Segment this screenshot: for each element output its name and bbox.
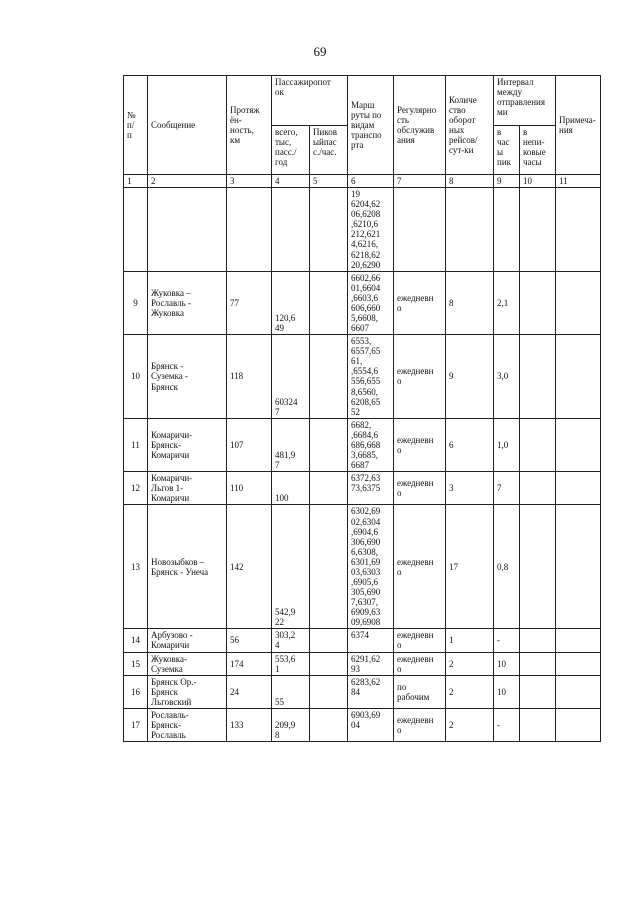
- flow-peak: [310, 472, 348, 505]
- column-number-row: [124, 175, 601, 188]
- table-row: [124, 505, 601, 629]
- regularity: ежедневн о: [394, 708, 446, 741]
- notes: [556, 188, 601, 272]
- flow-total: [272, 188, 310, 272]
- interval-offpeak: [520, 418, 556, 471]
- flow-total: 60324 7: [272, 335, 310, 419]
- flow-total: 303,2 4: [272, 629, 310, 652]
- route-name: Брянск Ор.- Брянск Льговский: [148, 675, 227, 708]
- table-row: [124, 335, 601, 419]
- route-name: Арбузово - Комаричи: [148, 629, 227, 652]
- flow-peak: [310, 188, 348, 272]
- notes: [556, 505, 601, 629]
- table-row: [124, 675, 601, 708]
- route-length: 110: [227, 472, 272, 505]
- row-number: 11: [124, 418, 148, 471]
- interval-offpeak: [520, 708, 556, 741]
- interval-offpeak: [520, 505, 556, 629]
- route-numbers: 6602,66 01,6604 ,6603,6 606,660 5,6608, 6607: [348, 271, 394, 334]
- route-length: 142: [227, 505, 272, 629]
- header-routes: Марш руты по видам транспо рта: [348, 76, 394, 175]
- page-number: 69: [313, 44, 327, 59]
- row-number: 15: [124, 652, 148, 675]
- interval-offpeak: [520, 675, 556, 708]
- interval-peak: [494, 188, 520, 272]
- row-number: 12: [124, 472, 148, 505]
- flow-total: 481,9 7: [272, 418, 310, 471]
- regularity: ежедневн о: [394, 629, 446, 652]
- route-numbers: 6283,62 84: [348, 675, 394, 708]
- interval-offpeak: [520, 472, 556, 505]
- table-body: [124, 188, 601, 742]
- interval-peak: 1,0: [494, 418, 520, 471]
- route-length: 118: [227, 335, 272, 419]
- flow-peak: [310, 652, 348, 675]
- flow-peak: [310, 675, 348, 708]
- header-flow-total: всего, тыс, пасс./ год: [272, 125, 310, 175]
- regularity: ежедневн о: [394, 652, 446, 675]
- column-number: 4: [272, 175, 310, 188]
- route-numbers: 6553, 6557,65 61, ,6554,6 556,655 8,6560, 6208,65 52: [348, 335, 394, 419]
- interval-offpeak: [520, 629, 556, 652]
- notes: [556, 652, 601, 675]
- table-row: [124, 472, 601, 505]
- header-notes: Примеча- ния: [556, 76, 601, 175]
- regularity: ежедневн о: [394, 271, 446, 334]
- regularity: по рабочим: [394, 675, 446, 708]
- row-number: 14: [124, 629, 148, 652]
- regularity: ежедневн о: [394, 418, 446, 471]
- notes: [556, 675, 601, 708]
- route-length: 56: [227, 629, 272, 652]
- interval-peak: 7: [494, 472, 520, 505]
- route-name: Брянск - Суземка - Брянск: [148, 335, 227, 419]
- regularity: ежедневн о: [394, 472, 446, 505]
- regularity: ежедневн о: [394, 335, 446, 419]
- interval-peak: 2,1: [494, 271, 520, 334]
- flow-peak: [310, 418, 348, 471]
- route-numbers: 6374: [348, 629, 394, 652]
- trips-count: 2: [446, 675, 494, 708]
- column-number: 6: [348, 175, 394, 188]
- interval-peak: 0,8: [494, 505, 520, 629]
- header-passenger-flow: Пассажиропот ок: [272, 76, 348, 126]
- route-name: Жуковка – Рославль - Жуковка: [148, 271, 227, 334]
- notes: [556, 708, 601, 741]
- row-number: 10: [124, 335, 148, 419]
- interval-peak: -: [494, 629, 520, 652]
- header-interval-offpeak: в непи- ковые часы: [520, 125, 556, 175]
- interval-peak: 10: [494, 675, 520, 708]
- route-name: Рославль- Брянск- Рославль: [148, 708, 227, 741]
- trips-count: 3: [446, 472, 494, 505]
- routes-table: [123, 75, 601, 742]
- flow-peak: [310, 629, 348, 652]
- route-length: 107: [227, 418, 272, 471]
- route-numbers: 6302,69 02,6304 ,6904,6 306,690 6,6308, 6301,69 03,6303 ,6905,6 305,690 7,6307, 6909,63 09,6908: [348, 505, 394, 629]
- trips-count: [446, 188, 494, 272]
- table-row: [124, 629, 601, 652]
- column-number: 8: [446, 175, 494, 188]
- column-number: 2: [148, 175, 227, 188]
- regularity: ежедневн о: [394, 505, 446, 629]
- table-row: [124, 708, 601, 741]
- flow-peak: [310, 708, 348, 741]
- flow-total: 209,9 8: [272, 708, 310, 741]
- flow-peak: [310, 271, 348, 334]
- flow-total: 553,6 1: [272, 652, 310, 675]
- table-row: [124, 188, 601, 272]
- row-number: 13: [124, 505, 148, 629]
- notes: [556, 271, 601, 334]
- route-name: Комаричи- Льгов 1- Комаричи: [148, 472, 227, 505]
- header-interval: Интервал между отправления ми: [494, 76, 556, 126]
- route-numbers: 6682, ,6684,6 686,668 3,6685, 6687: [348, 418, 394, 471]
- table-row: [124, 652, 601, 675]
- trips-count: 2: [446, 708, 494, 741]
- column-number: 5: [310, 175, 348, 188]
- route-name: Жуковка- Суземка: [148, 652, 227, 675]
- header-num: № п/ п: [124, 76, 148, 175]
- interval-offpeak: [520, 271, 556, 334]
- row-number: [124, 188, 148, 272]
- route-numbers: 6291,62 93: [348, 652, 394, 675]
- flow-total: 542,9 22: [272, 505, 310, 629]
- trips-count: 17: [446, 505, 494, 629]
- flow-total: 120,6 49: [272, 271, 310, 334]
- regularity: [394, 188, 446, 272]
- route-numbers: 19 6204,62 06,6208 ,6210,6 212,621 4,6216, 6218,62 20,6290: [348, 188, 394, 272]
- header-trips: Количе ство оборот ных рейсов/ сут-ки: [446, 76, 494, 175]
- interval-offpeak: [520, 652, 556, 675]
- route-length: 133: [227, 708, 272, 741]
- route-length: 24: [227, 675, 272, 708]
- trips-count: 1: [446, 629, 494, 652]
- trips-count: 9: [446, 335, 494, 419]
- column-number: 7: [394, 175, 446, 188]
- interval-peak: 10: [494, 652, 520, 675]
- flow-peak: [310, 335, 348, 419]
- flow-total: 100: [272, 472, 310, 505]
- header-regularity: Регулярно сть обслужив ания: [394, 76, 446, 175]
- table-row: [124, 418, 601, 471]
- header-route: Сообщение: [148, 76, 227, 175]
- trips-count: 6: [446, 418, 494, 471]
- notes: [556, 629, 601, 652]
- header-length: Протяж ён- ность, км: [227, 76, 272, 175]
- route-length: [227, 188, 272, 272]
- route-name: Новозыбков – Брянск - Унеча: [148, 505, 227, 629]
- interval-peak: -: [494, 708, 520, 741]
- flow-total: 55: [272, 675, 310, 708]
- column-number: 9: [494, 175, 520, 188]
- route-length: 77: [227, 271, 272, 334]
- route-name: Комаричи- Брянск- Комаричи: [148, 418, 227, 471]
- row-number: 17: [124, 708, 148, 741]
- flow-peak: [310, 505, 348, 629]
- route-numbers: 6903,69 04: [348, 708, 394, 741]
- notes: [556, 472, 601, 505]
- column-number: 10: [520, 175, 556, 188]
- header-interval-peak: в час ы пик: [494, 125, 520, 175]
- row-number: 9: [124, 271, 148, 334]
- notes: [556, 418, 601, 471]
- notes: [556, 335, 601, 419]
- table-row: [124, 271, 601, 334]
- column-number: 11: [556, 175, 601, 188]
- route-length: 174: [227, 652, 272, 675]
- interval-offpeak: [520, 335, 556, 419]
- route-name: [148, 188, 227, 272]
- route-numbers: 6372,63 73,6375: [348, 472, 394, 505]
- row-number: 16: [124, 675, 148, 708]
- trips-count: 2: [446, 652, 494, 675]
- interval-offpeak: [520, 188, 556, 272]
- interval-peak: 3,0: [494, 335, 520, 419]
- column-number: 3: [227, 175, 272, 188]
- header-flow-peak: Пиков ыйпас с./час.: [310, 125, 348, 175]
- trips-count: 8: [446, 271, 494, 334]
- column-number: 1: [124, 175, 148, 188]
